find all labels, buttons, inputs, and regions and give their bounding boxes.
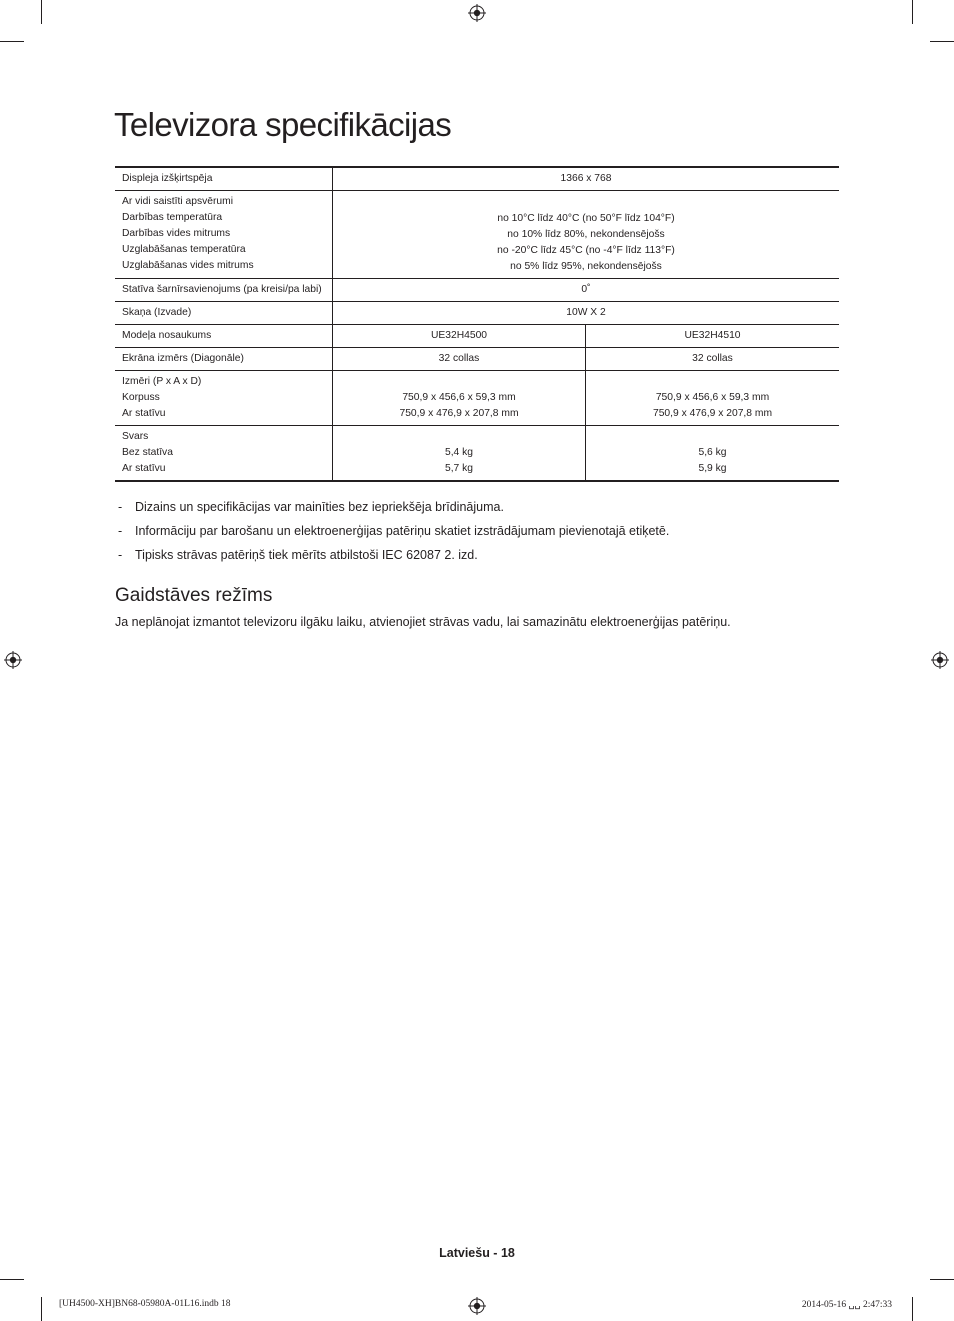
table-row	[115, 348, 839, 371]
spec-label	[115, 426, 333, 482]
spec-value-model-b	[586, 348, 840, 371]
spec-value-line: 10W X 2	[566, 307, 606, 318]
list-item	[118, 497, 669, 521]
spec-value	[333, 302, 840, 325]
spec-value-line: 1366 x 768	[560, 173, 612, 184]
spec-value-model-b	[586, 371, 840, 426]
file-info: [UH4500-XH]BN68-05980A-01L16.indb 18	[59, 1299, 231, 1309]
note-text: Informāciju par barošanu un elektroenerģijas patēriņu skatiet izstrādājumam pievienotajā etiķetē.	[135, 524, 670, 538]
standby-title: Gaidstāves režīms	[115, 585, 273, 606]
note-text: Dizains un specifikācijas var mainīties bez iepriekšēja brīdinājuma.	[135, 500, 504, 514]
table-row	[115, 325, 839, 348]
spec-value-line: no 10°C līdz 40°C (no 50°F līdz 104°F)	[497, 213, 675, 224]
spec-label-line: Izmēri (P x A x D)	[122, 376, 202, 387]
table-row	[115, 167, 839, 191]
spec-label-line: Svars	[122, 431, 149, 442]
spec-value-line: no -20°C līdz 45°C (no -4°F līdz 113°F)	[497, 245, 675, 256]
bullet-dash: -	[118, 500, 123, 514]
spec-label-line: Korpuss	[122, 392, 160, 403]
list-item	[118, 521, 669, 545]
spec-value-model-b-line: UE32H4510	[684, 330, 741, 341]
spec-value-model-b-line: 32 collas	[692, 353, 733, 364]
note-text: Tipisks strāvas patēriņš tiek mērīts atbilstoši IEC 62087 2. izd.	[135, 548, 478, 562]
spec-value	[333, 191, 840, 279]
registration-mark-icon	[4, 651, 22, 669]
spec-value-model-b-line: 750,9 x 456,6 x 59,3 mm	[655, 391, 770, 403]
crop-mark	[930, 41, 954, 42]
standby-text: Ja neplānojat izmantot televizoru ilgāku laiku, atvienojiet strāvas vadu, lai samazinātu elektroenerģijas patēriņu.	[115, 615, 731, 629]
spec-value-model-a	[333, 426, 586, 482]
crop-mark	[912, 0, 913, 24]
spec-value-model-a-line: 32 collas	[438, 353, 480, 364]
registration-mark-icon	[468, 4, 486, 22]
spec-value-model-a	[333, 348, 586, 371]
spec-table	[115, 166, 839, 482]
spec-label	[115, 348, 333, 371]
spec-label	[115, 191, 333, 279]
spec-table-body	[115, 167, 839, 481]
registration-mark-icon	[931, 651, 949, 669]
bullet-dash: -	[118, 524, 123, 538]
spec-value-model-b	[586, 325, 840, 348]
spec-value-model-a-line: 5,4 kg	[444, 446, 474, 458]
spec-label-line: Uzglabāšanas temperatūra	[122, 244, 246, 255]
spec-value-model-a	[333, 371, 586, 426]
spec-value-model-a-line: UE32H4500	[430, 330, 488, 341]
spec-label-line: Uzglabāšanas vides mitrums	[122, 260, 254, 271]
spec-value	[333, 279, 840, 302]
spec-label	[115, 302, 333, 325]
table-row	[115, 279, 839, 302]
spec-value-model-a-line: 5,7 kg	[444, 462, 474, 474]
spec-label-line: Darbības temperatūra	[122, 212, 223, 223]
spec-value-model-a-line: 750,9 x 456,6 x 59,3 mm	[402, 391, 516, 403]
spec-label	[115, 167, 333, 191]
spec-value-line: no 5% līdz 95%, nekondensējošs	[510, 261, 662, 272]
notes-list	[118, 497, 669, 569]
page-number: Latviešu - 18	[439, 1246, 515, 1260]
table-row	[115, 191, 839, 279]
spec-value-model-a-line: 750,9 x 476,9 x 207,8 mm	[399, 407, 519, 419]
spec-label	[115, 279, 333, 302]
print-date: 2014-05-16 ␣␣ 2:47:33	[801, 1300, 892, 1310]
spec-label-line: Ar statīvu	[122, 463, 166, 474]
spec-value-line: 0˚	[581, 284, 591, 295]
spec-value	[333, 167, 840, 191]
spec-value-model-b-line: 750,9 x 476,9 x 207,8 mm	[652, 407, 773, 419]
bullet-dash: -	[118, 548, 123, 562]
spec-label-line: Displeja izšķirtspēja	[122, 173, 213, 184]
crop-mark	[930, 1279, 954, 1280]
spec-value-model-b	[586, 426, 840, 482]
list-item	[118, 545, 669, 569]
table-row	[115, 302, 839, 325]
crop-mark	[0, 1279, 24, 1280]
spec-label-line: Ar vidi saistīti apsvērumi	[122, 196, 234, 207]
spec-label	[115, 325, 333, 348]
crop-mark	[0, 41, 24, 42]
spec-value-model-b-line: 5,6 kg	[698, 446, 727, 458]
spec-value-line: no 10% līdz 80%, nekondensējošs	[507, 229, 665, 240]
spec-label-line: Bez statīva	[122, 447, 173, 458]
crop-mark	[41, 1297, 42, 1321]
table-row	[115, 371, 839, 426]
spec-label-line: Ar statīvu	[122, 408, 166, 419]
spec-label-line: Ekrāna izmērs (Diagonāle)	[122, 353, 244, 364]
spec-label	[115, 371, 333, 426]
crop-mark	[912, 1297, 913, 1321]
spec-label-line: Darbības vides mitrums	[122, 228, 231, 239]
table-row	[115, 426, 839, 482]
page-title: Televizora specifikācijas	[114, 106, 452, 143]
spec-label-line: Modeļa nosaukums	[122, 330, 212, 341]
spec-label-line: Statīva šarnīrsavienojums (pa kreisi/pa labi)	[122, 284, 322, 295]
spec-label-line: Skaņa (Izvade)	[122, 307, 192, 318]
spec-value-model-a	[333, 325, 586, 348]
crop-mark	[41, 0, 42, 24]
spec-value-model-b-line: 5,9 kg	[698, 462, 727, 474]
registration-mark-icon	[468, 1297, 486, 1315]
